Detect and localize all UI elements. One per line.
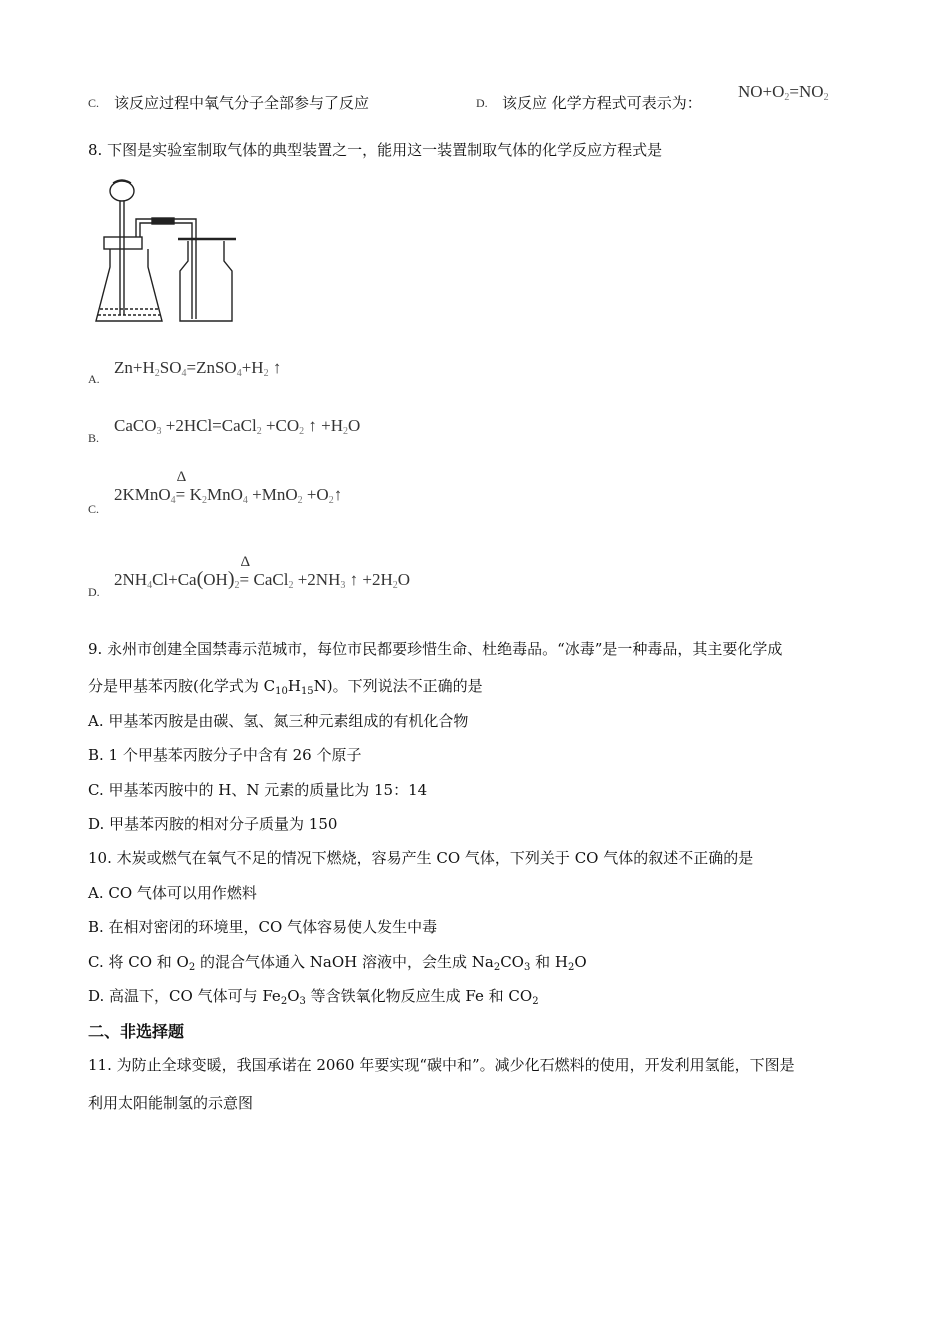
q10-option-c: C. 将 CO 和 $O_2$ 的混合气体通入 NaOH 溶液中，会生成 $Na_2CO_3$ 和 $H_2O$ [88,953,587,973]
q9-option-c: C. 甲基苯丙胺中的 H、N 元素的质量比为 15：14 [88,781,428,799]
q8-option-b-label: B. [88,431,100,445]
q10-option-d: D. 高温下，CO 气体可与 $Fe_2O_3$ 等含铁氧化物反应生成 Fe 和 $CO_2$ [88,987,539,1007]
q9-option-b: B. 1 个甲基苯丙胺分子中含有 26 个原子 [88,746,362,764]
q8-option-b-equation: CaCO$_3$ +2HCl=CaCl$_2$ $+CO_2$ ↑ $+H_2O$ [114,416,361,437]
q9-stem-line2: 分是甲基苯丙胺(化学式为 $C_{10}H_{15}N$)。下列说法不正确的是 [88,677,483,697]
q7-c-label: C. [88,96,100,110]
q8-option-d-equation: $2NH_4Cl+Ca(OH)_2$ Δ = CaCl$_2$ $+2NH_3$ ↑ $+2H_2O$ [114,554,411,591]
q11-line1: 11. 为防止全球变暖，我国承诺在 2060 年要实现“碳中和”。减少化石燃料的使用，开发利用氢能，下图是 [88,1056,795,1074]
q8-option-c-equation: 2KMnO$_4$ Δ = $K_2MnO_4 +MnO_2$ $+O_2↑$ [114,469,343,506]
heat-delta-symbol: Δ [240,554,251,570]
q10-option-b: B. 在相对密闭的环境里，CO 气体容易使人发生中毒 [88,918,438,936]
q10-stem: 10. 木炭或燃气在氧气不足的情况下燃烧，容易产生 CO 气体，下列关于 CO 气体的叙述不正确的是 [88,849,754,867]
q8-stem: 8. 下图是实验室制取气体的典型装置之一，能用这一装置制取气体的化学反应方程式是 [88,141,663,159]
q8-option-a-equation: $Zn+H_2SO_4=ZnSO_4+H_2$ ↑ [114,358,282,379]
q7-c-text: 该反应过程中氧气分子全部参与了反应 [114,94,370,112]
q9-stem-line1: 9. 永州市创建全国禁毒示范城市，每位市民都要珍惜生命、杜绝毒品。“冰毒”是一种毒品，其主要化学成 [88,640,783,658]
q9-option-a: A. 甲基苯丙胺是由碳、氢、氮三种元素组成的有机化合物 [88,712,469,730]
q10-option-a: A. CO 气体可以用作燃料 [88,884,257,902]
heat-delta-symbol: Δ [176,469,187,485]
q8-option-a-label: A. [88,372,100,386]
q7-d-label: D. [476,96,488,110]
q8-option-d-label: D. [88,585,100,599]
q8-option-c-label: C. [88,502,100,516]
q9-option-d: D. 甲基苯丙胺的相对分子质量为 150 [88,815,338,833]
gas-generation-apparatus-figure [92,175,242,330]
q11-line2: 利用太阳能制氢的示意图 [88,1094,254,1112]
q7-d-equation: $NO+O_2=NO_2$ [738,82,829,103]
section-heading: 二、非选择题 [88,1022,185,1041]
q7-d-text: 该反应 化学方程式可表示为： [502,94,702,112]
